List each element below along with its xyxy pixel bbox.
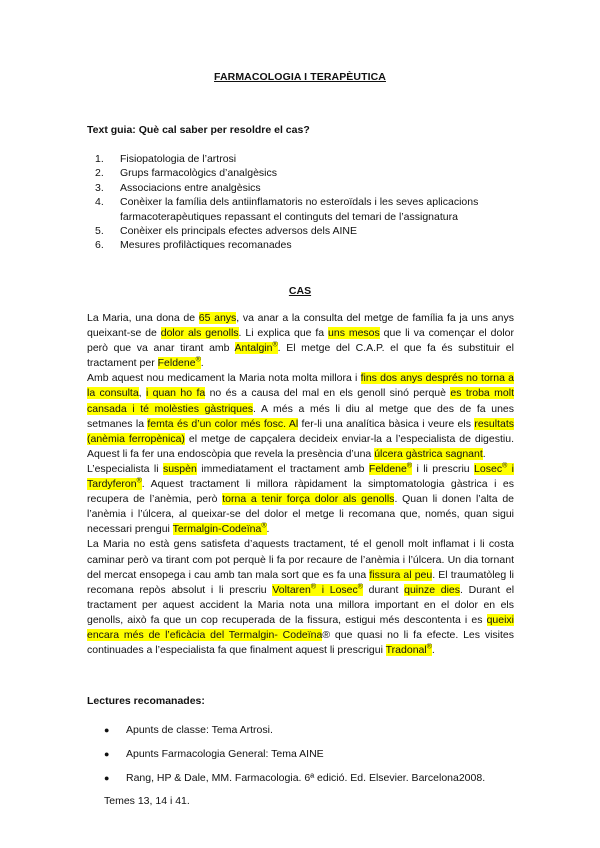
guide-heading: Text guia: Què cal saber per resoldre el cas? [87, 124, 310, 136]
registered-mark: ® [272, 341, 278, 349]
list-item [104, 724, 273, 736]
highlight: uns mesos [328, 327, 380, 340]
text-run: . [431, 644, 435, 657]
registered-mark: ® [502, 462, 508, 470]
highlight: suspèn [162, 462, 197, 475]
highlight [272, 584, 363, 596]
text-run: La Maria, una dona de [87, 312, 199, 324]
case-paragraph-2 [87, 371, 514, 462]
highlight: 65 anys [198, 312, 237, 324]
registered-mark: ® [310, 583, 317, 591]
text-run: . El metge del C.A.P. el que fa és substituir el tractament per [87, 342, 514, 370]
registered-mark: ® [261, 522, 267, 530]
list-item-number: 4. [95, 196, 104, 209]
list-item-number: 2. [95, 167, 104, 180]
text-run: . [482, 447, 486, 460]
lectures-heading: Lectures recomanades: [87, 695, 205, 707]
text-run: i li prescriu [412, 462, 475, 475]
registered-mark: ® [357, 583, 363, 591]
list-item-text: Grups farmacològics d’analgèsics [120, 167, 277, 180]
reference-text: Apunts de classe: Tema Artrosi. [126, 724, 273, 736]
highlight: quinze dies [404, 583, 461, 596]
bullet-icon: ● [104, 773, 110, 783]
list-item-number: 3. [95, 181, 104, 194]
list-item [104, 772, 485, 784]
text-run: . [200, 357, 204, 370]
list-item [87, 152, 527, 166]
text-run: Amb aquest nou medicament la Maria nota molta millora i [87, 372, 361, 385]
highlight [173, 523, 267, 535]
reference-text: Rang, HP & Dale, MM. Farmacologia. 6ª edició. Ed. Elsevier. Barcelona2008. [126, 772, 486, 784]
temes-text: Temes 13, 14 i 41. [104, 795, 190, 807]
list-item-number: 6. [95, 239, 104, 252]
text-run: durant [362, 583, 405, 596]
registered-mark: ® [195, 356, 201, 364]
text-run: , va anar a la consulta del metge de família fa ja uns anys queixant-se de [87, 312, 514, 340]
text-run: . Durant el tractament per aquest accident la Maria nota una millora important en el dolor en els genolls, això fa que un cop recuperada de la fissura, estigui més descontenta i es [87, 583, 515, 626]
text-run: . Quan li donen l’alta de l’anèmia i l’úlcera, al queixar-se del dolor el metge li recomana que, només, quan sigui necessari prengui [87, 493, 515, 536]
drug-name: i Tardyferon [87, 462, 514, 491]
text-run: ® que quasi no li fa efecte. Les visites continuades a l’especialista fa que finalment aquest li prescrigui [87, 628, 514, 657]
highlight: dolor als genolls [160, 327, 239, 340]
drug-name: Antalgin [234, 342, 273, 355]
registered-mark: ® [406, 462, 413, 470]
case-heading: CAS [288, 285, 312, 297]
list-item-text: Mesures profilàctiques recomanades [120, 239, 292, 252]
text-run: . El traumatòleg li recomana repòs absolut i li prescriu [87, 568, 515, 596]
list-item [87, 238, 527, 252]
text-run: no és a causa del mal en els genoll sinó perquè [205, 387, 451, 400]
drug-name: Feldene [157, 357, 196, 370]
list-item [104, 748, 324, 760]
list-item-text: Conèixer la família dels antiinflamatoris no esteroïdals i les seves aplicacions farmacoterapèutiques repassant el continguts del temari de l’assignatura [120, 196, 479, 223]
list-item [87, 195, 527, 224]
text-run: que li va començar el dolor però que va anar tirant amb [87, 327, 514, 355]
highlight [235, 342, 278, 354]
document-title: FARMACOLOGIA I TERAPÈUTICA [214, 71, 386, 83]
highlight: fins dos anys després no torna a la consulta [87, 372, 514, 400]
text-run: La Maria no està gens satisfeta d’aquests tractament, té el genoll molt inflamat i li costa caminar però va tirant com pot perquè li fa por recaure de l’anèmia i l’úlcera. Un dia tornant del mercat ensopega i cau amb tan mala sort que es fa una [87, 538, 514, 581]
case-text [87, 311, 514, 658]
guide-list [87, 152, 527, 253]
highlight [158, 357, 201, 369]
registered-mark: ® [136, 477, 142, 485]
registered-mark: ® [426, 643, 432, 651]
bullet-icon: ● [104, 749, 110, 759]
text-run: L’especialista li [87, 462, 163, 475]
text-run: , [138, 387, 146, 400]
highlight: resultats (anèmia ferropènica) [87, 417, 515, 445]
text-run: . [266, 523, 270, 536]
drug-name: Tradonal [385, 644, 427, 657]
highlight: torna a tenir força dolor als genolls [222, 493, 395, 506]
drug-name: Feldene [368, 462, 407, 475]
reference-text: Apunts Farmacologia General: Tema AINE [126, 748, 324, 760]
case-paragraph-4 [87, 537, 514, 658]
text-run: fer-li una analítica bàsica i veure els [298, 417, 475, 430]
highlight: i quan ho fa [145, 387, 206, 400]
list-item [87, 166, 527, 180]
list-item-number: 1. [95, 153, 104, 165]
highlight [369, 463, 412, 475]
list-item-number: 5. [95, 225, 104, 238]
highlight: femta és d’un color més fosc. Al [147, 417, 299, 430]
bullet-icon: ● [104, 725, 110, 735]
text-run: el metge de capçalera decideix enviar-la a l’especialista de digestiu. Aquest li fa fer una endoscòpia que revela la presència d’una [87, 432, 514, 460]
text-run: . A més a més li diu al metge que des de fa unes setmanes la [87, 402, 514, 430]
text-run: . Li explica que fa [238, 327, 329, 340]
list-item-text: Fisiopatologia de l’artrosi [120, 153, 237, 165]
highlight: úlcera gàstrica sagnant [374, 447, 483, 460]
list-item [87, 224, 527, 238]
highlight [386, 644, 432, 656]
drug-name: Termalgin-Codeïna [172, 523, 262, 536]
list-item-text: Associacions entre analgèsics [120, 181, 261, 194]
drug-name: Voltaren [272, 583, 311, 596]
drug-name: Losec [474, 462, 503, 475]
case-paragraph-1 [87, 311, 514, 371]
highlight: queixi encara més de l’eficàcia del Termalgin- Codeïna [87, 613, 514, 641]
highlight: fissura al peu [369, 568, 433, 581]
drug-name: i Losec [316, 583, 358, 596]
highlight: es troba molt cansada i té molèsties gàstriques [87, 387, 514, 415]
text-run: . Aquest tractament li millora ràpidament la simptomatologia gàstrica i es recupera de l’anèmia, però [87, 478, 514, 506]
list-item-text: Conèixer els principals efectes adversos dels AINE [120, 225, 357, 238]
list-item [87, 181, 527, 195]
case-paragraph-3 [87, 462, 514, 537]
text-run: immediatament el tractament amb [196, 462, 369, 475]
